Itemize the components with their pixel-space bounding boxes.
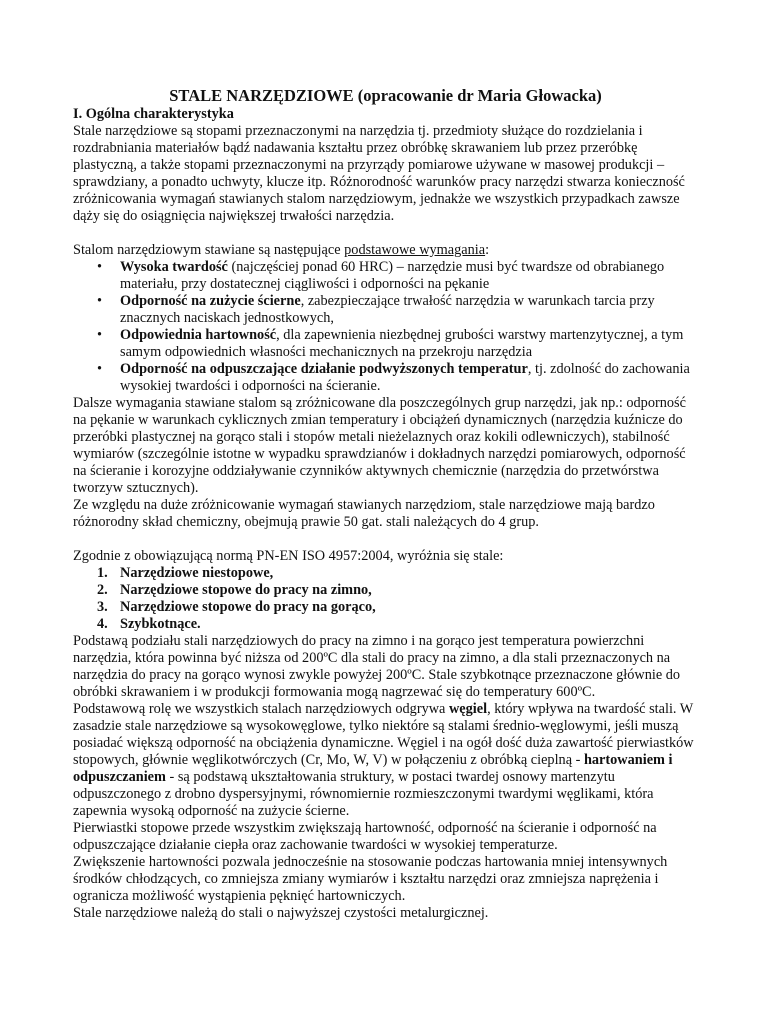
intro-paragraph: Stale narzędziowe są stopami przeznaczonymi na narzędzia tj. przedmioty służące do rozdzielania i rozdrabniania materiałów bądź nadawania kształtu przez obróbkę skrawaniem lub przez przeróbkę plastyczną, a także stopami przeznaczonymi na przyrządy pomiarowe używane w masowej produkcji – sprawdziany, a ponadto uchwyty, klucze itp. Różnorodność warunków pracy narzędzi stwarza konieczność zróżnicowania wymagań stawianych stalom narzędziowym, jednakże we wszystkich przypadkach zawsze dąży się do osiągnięcia największej trwałości narzędzia. xyxy=(73,123,685,224)
requirements-lead-underlined: podstawowe wymagania xyxy=(344,242,486,258)
list-item xyxy=(73,293,698,327)
list-item xyxy=(73,259,698,293)
requirements-list xyxy=(73,259,698,395)
groups-list xyxy=(73,565,698,633)
list-item xyxy=(73,582,698,599)
list-item xyxy=(73,361,698,395)
requirements-lead-text: Stalom narzędziowym stawiane są następujące xyxy=(73,242,345,258)
composition-paragraph: Ze względu na duże zróżnicowanie wymagań stawianych narzędziom, stale narzędziowe mają bardzo różnorodny skład chemiczny, obejmują prawie 50 gat. stali należących do 4 grup. xyxy=(73,497,655,530)
document-title: STALE NARZĘDZIOWE (opracowanie dr Maria Głowacka) xyxy=(169,86,602,105)
list-item-text: , tj. zdolność do zachowania wysokiej twardości i odporności na ścieranie. xyxy=(120,361,690,394)
standard-lead: Zgodnie z obowiązującą normą PN-EN ISO 4957:2004, wyróżnia się stale: xyxy=(73,548,504,564)
list-item-number: 4. xyxy=(97,616,108,632)
list-item-term: Odpowiednia hartowność xyxy=(120,327,277,343)
spacer xyxy=(73,531,698,548)
list-item-number: 1. xyxy=(97,565,108,581)
carbon-paragraph xyxy=(73,701,698,820)
heat-treatment-term: hartowaniem i odpuszczaniem xyxy=(73,752,673,785)
list-item-text: , dla zapewnienia niezbędnej grubości warstwy martenzytycznej, a tym samym odpowiednich własności mechanicznych na przekroju narzędzia xyxy=(120,327,684,360)
further-requirements-paragraph: Dalsze wymagania stawiane stalom są zróżnicowane dla poszczególnych grup narzędzi, jak np.: odporność na pękanie w warunkach cyklicznych zmian temperatury i obciążeń dynamicznych (narzędzia kuźnicze do przeróbki plastycznej na gorąco stali i stopów metali nieżelaznych oraz kokili odlewniczych), stabilność wymiarów (szczególnie istotne w wypadku sprawdzianów i dokładnych narzędzi pomiarowych, odporność na ścieranie i korozyjne oddziaływanie czynników aktywnych chemicznie (narzędzia do przetwórstwa tworzyw sztucznych). xyxy=(73,395,686,496)
spacer xyxy=(73,225,698,242)
list-item-label: Narzędziowe stopowe do pracy na zimno, xyxy=(120,582,372,598)
list-item xyxy=(73,599,698,616)
list-item-term: Odporność na zużycie ścierne xyxy=(120,293,301,309)
list-item-label: Narzędziowe niestopowe, xyxy=(120,565,274,581)
list-item-label: Narzędziowe stopowe do pracy na gorąco, xyxy=(120,599,376,615)
list-item-term: Odporność na odpuszczające działanie podwyższonych temperatur xyxy=(120,361,528,377)
list-item-term: Wysoka twardość xyxy=(120,259,228,275)
list-item xyxy=(73,616,698,633)
carbon-text: - są podstawą ukształtowania struktury, w postaci twardej osnowy martenzytu odpuszczonego z drobno dyspersyjnymi, równomiernie rozmieszczonymi twardymi węglikami, która zapewnia wysoką odporność na zużycie ścierne. xyxy=(73,769,654,819)
hardenability-paragraph: Zwiększenie hartowności pozwala jednocześnie na stosowanie podczas hartowania mniej intensywnych środków chłodzących, co zmniejsza zmiany wymiarów i kształtu narzędzi oraz zmniejsza naprężenia i ogranicza możliwość wystąpienia pęknięć hartowniczych. xyxy=(73,854,668,904)
list-item-text: , zabezpieczające trwałość narzędzia w warunkach tarcia przy znacznych naciskach jednostkowych, xyxy=(120,293,655,326)
section-heading: I. Ogólna charakterystyka xyxy=(73,106,234,122)
list-item-label: Szybkotnące. xyxy=(120,616,201,632)
purity-paragraph: Stale narzędziowe należą do stali o najwyższej czystości metalurgicznej. xyxy=(73,905,489,921)
division-basis-paragraph: Podstawą podziału stali narzędziowych do pracy na zimno i na gorąco jest temperatura powierzchni narzędzia, która powinna być niższa od 200ºC dla stali do pracy na zimno, a dla stali przeznaczonych na narzędzia do pracy na gorąco wynosi zwykle powyżej 200ºC. Stale szybkotnące przeznaczone głównie do obróbki skrawaniem i w produkcji formowania mogą nagrzewać się do temperatury 600ºC. xyxy=(73,633,681,700)
carbon-text: Podstawową rolę we wszystkich stalach narzędziowych odgrywa xyxy=(73,701,449,717)
list-item xyxy=(73,565,698,582)
carbon-term: węgiel xyxy=(448,701,488,717)
list-item-number: 2. xyxy=(97,582,108,598)
list-item-text: (najczęściej ponad 60 HRC) – narzędzie musi być twardsze od obrabianego materiału, przy dostatecznej ciągliwości i odporności na pękanie xyxy=(120,259,665,292)
requirements-lead-colon: : xyxy=(485,242,490,258)
requirements-lead xyxy=(73,242,698,259)
list-item xyxy=(73,327,698,361)
alloying-paragraph: Pierwiastki stopowe przede wszystkim zwiększają hartowność, odporność na ścieranie i odporność na odpuszczające działanie ciepła oraz zachowanie twardości w wysokiej temperaturze. xyxy=(73,820,657,853)
list-item-number: 3. xyxy=(97,599,108,615)
carbon-text: , który wpływa na twardość stali. W zasadzie stale narzędziowe są wysokowęglowe, tylko niektóre są stalami średnio-węglowymi, jeśli muszą posiadać większą odporność na obciążenia dynamiczne. Węgiel i na ogół dość duża zawartość pierwiastków stopowych, głównie węglikotwórczych (Cr, Mo, W, V) w połączeniu z obróbką cieplną - xyxy=(73,701,694,768)
